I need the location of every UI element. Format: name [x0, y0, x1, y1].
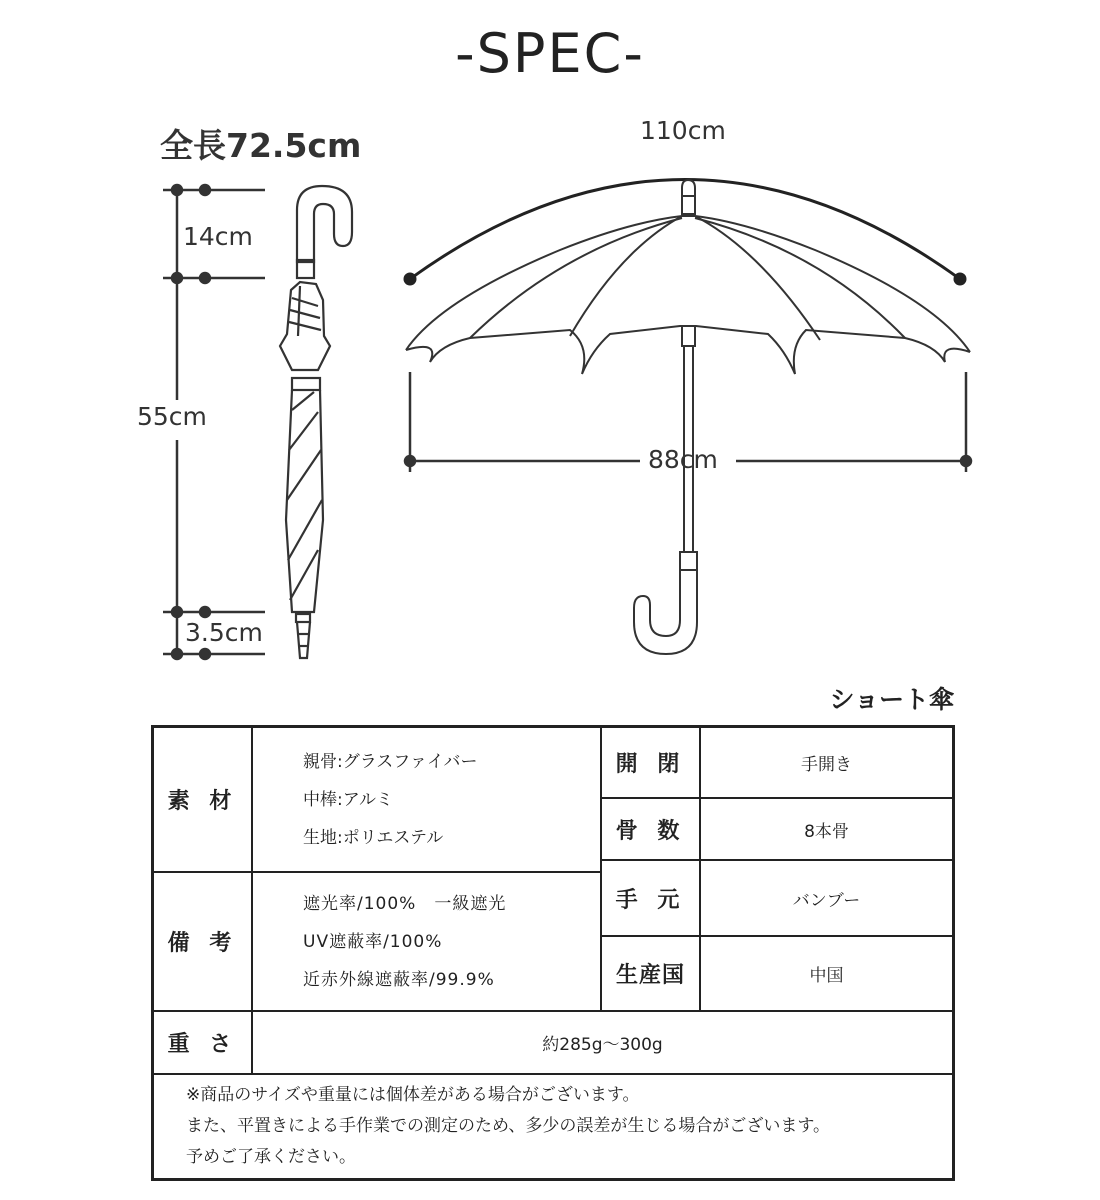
- umbrella-type-label: ショート傘: [829, 685, 954, 714]
- remarks-item: 近赤外線遮蔽率/99.9%: [303, 969, 495, 990]
- open-umbrella-drawing: [406, 180, 970, 654]
- open-close-header: 開 閉: [600, 728, 699, 797]
- open-close-value: 手開き: [699, 728, 952, 797]
- note-line: ※商品のサイズや重量には個体差がある場合がございます。: [186, 1085, 640, 1105]
- note-line: また、平置きによる手作業での測定のため、多少の誤差が生じる場合がございます。: [186, 1116, 830, 1136]
- spec-table: [151, 725, 955, 1181]
- handle-value: バンブー: [699, 859, 952, 935]
- ribs-header: 骨 数: [600, 797, 699, 859]
- weight-header: 重 さ: [154, 1010, 251, 1073]
- material-header: 素 材: [167, 789, 238, 814]
- material-item: 生地:ポリエステル: [303, 827, 444, 848]
- remarks-header: 備 考: [154, 871, 251, 1010]
- notes: [154, 1073, 952, 1178]
- material-values: [251, 728, 600, 871]
- handle-header: 手 元: [600, 859, 699, 935]
- note-line: 予めご了承ください。: [186, 1147, 356, 1167]
- handle-length-label: 14cm: [183, 222, 253, 251]
- tip-length-label: 3.5cm: [185, 618, 263, 647]
- material-item: 親骨:グラスファイバー: [303, 751, 478, 772]
- page-title: -SPEC-: [455, 22, 645, 85]
- arc-length-label: 110cm: [640, 116, 726, 145]
- width-length-label: 88cm: [648, 445, 718, 474]
- material-item: 中棒:アルミ: [303, 789, 394, 810]
- origin-header: 生産国: [600, 935, 699, 1010]
- weight-value: 約285g～300g: [251, 1010, 952, 1073]
- remarks-values: [251, 871, 600, 1010]
- ribs-value: 8本骨: [699, 797, 952, 859]
- remarks-item: 遮光率/100% 一級遮光: [303, 893, 507, 914]
- closed-umbrella-drawing: [280, 186, 352, 658]
- body-length-label: 55cm: [137, 402, 207, 431]
- origin-value: 中国: [699, 935, 952, 1010]
- remarks-item: UV遮蔽率/100%: [303, 931, 443, 952]
- total-length-label: 全長72.5cm: [160, 126, 362, 165]
